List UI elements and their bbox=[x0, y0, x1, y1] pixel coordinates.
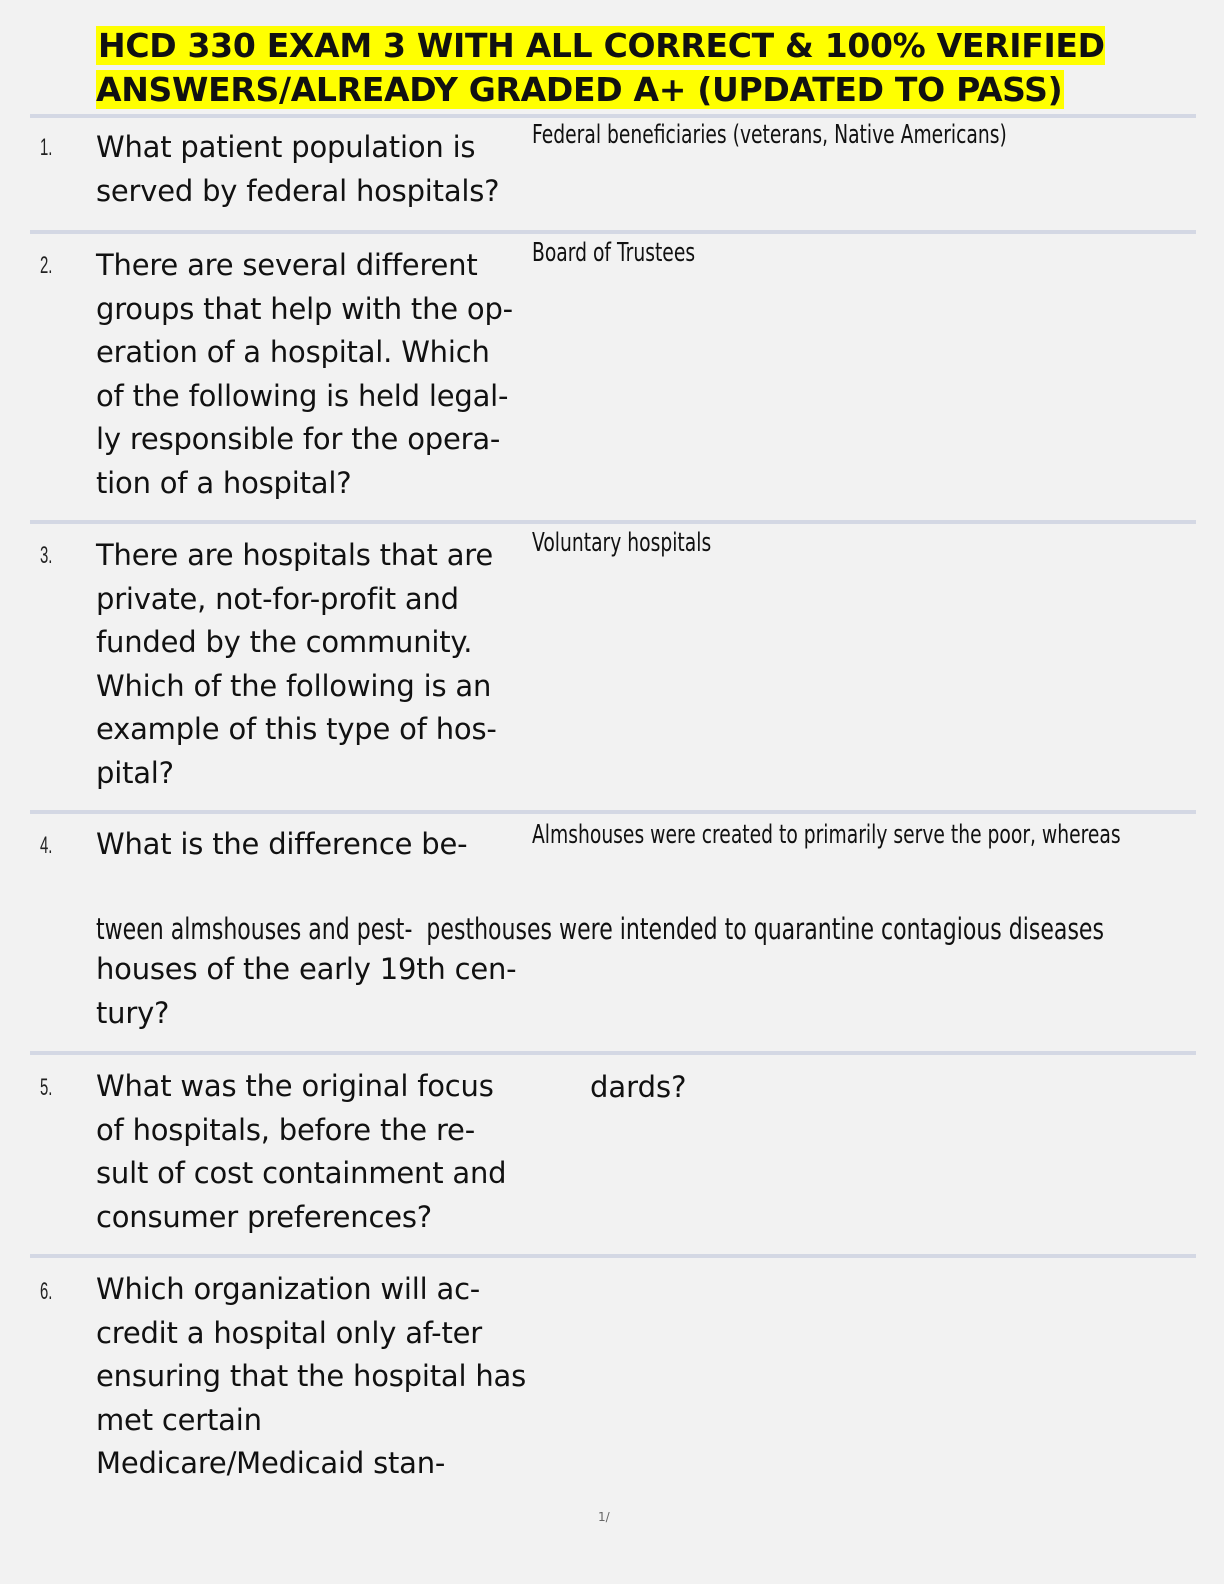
question-text: What patient population is served by federal hospitals? bbox=[96, 130, 500, 208]
item-number: 6. bbox=[40, 1278, 53, 1305]
question-text-continued: houses of the early 19th cen-tury? bbox=[96, 952, 517, 1030]
answer-text: Board of Trustees bbox=[532, 238, 696, 268]
item-number: 3. bbox=[40, 542, 53, 569]
page-number: 1/ bbox=[598, 1510, 610, 1524]
divider bbox=[30, 114, 1196, 118]
item-number: 1. bbox=[40, 134, 53, 161]
divider bbox=[30, 230, 1196, 234]
question-text: Which organization will ac-credit a hospital only af-ter ensuring that the hospital has met certain Medicare/Medicaid stan- bbox=[96, 1272, 526, 1480]
divider bbox=[30, 520, 1196, 524]
question-text: There are hospitals that are private, not-for-profit and funded by the community. Which of the following is an example of this type of hos-pital? bbox=[96, 538, 497, 790]
question-text: There are several different groups that help with the op-eration of a hospital. Which of the following is held legal-ly responsible for the opera-tion of a hospital? bbox=[96, 248, 513, 500]
document-title: HCD 330 EXAM 3 WITH ALL CORRECT & 100% VERIFIED ANSWERS/ALREADY GRADED A+ (UPDATED TO PASS) bbox=[96, 26, 1105, 109]
item-number: 4. bbox=[40, 832, 53, 859]
item-number: 5. bbox=[40, 1074, 53, 1101]
divider bbox=[30, 1051, 1196, 1055]
answer-text: Almshouses were created to primarily serve the poor, whereas bbox=[532, 820, 1121, 850]
question-answer-continuation: tween almshouses and pest- pesthouses were intended to quarantine contagious diseases bbox=[96, 912, 1104, 946]
answer-text: Voluntary hospitals bbox=[532, 528, 712, 558]
divider bbox=[30, 1254, 1196, 1258]
item-number: 2. bbox=[40, 252, 53, 279]
question-text: What is the difference be- bbox=[96, 827, 468, 861]
divider bbox=[30, 810, 1196, 814]
question-text: What was the original focus of hospitals, before the re-sult of cost containment and consumer preferences? bbox=[96, 1069, 507, 1234]
answer-text: Federal beneficiaries (veterans, Native Americans) bbox=[532, 120, 1007, 150]
answer-text: dards? bbox=[590, 1070, 687, 1104]
